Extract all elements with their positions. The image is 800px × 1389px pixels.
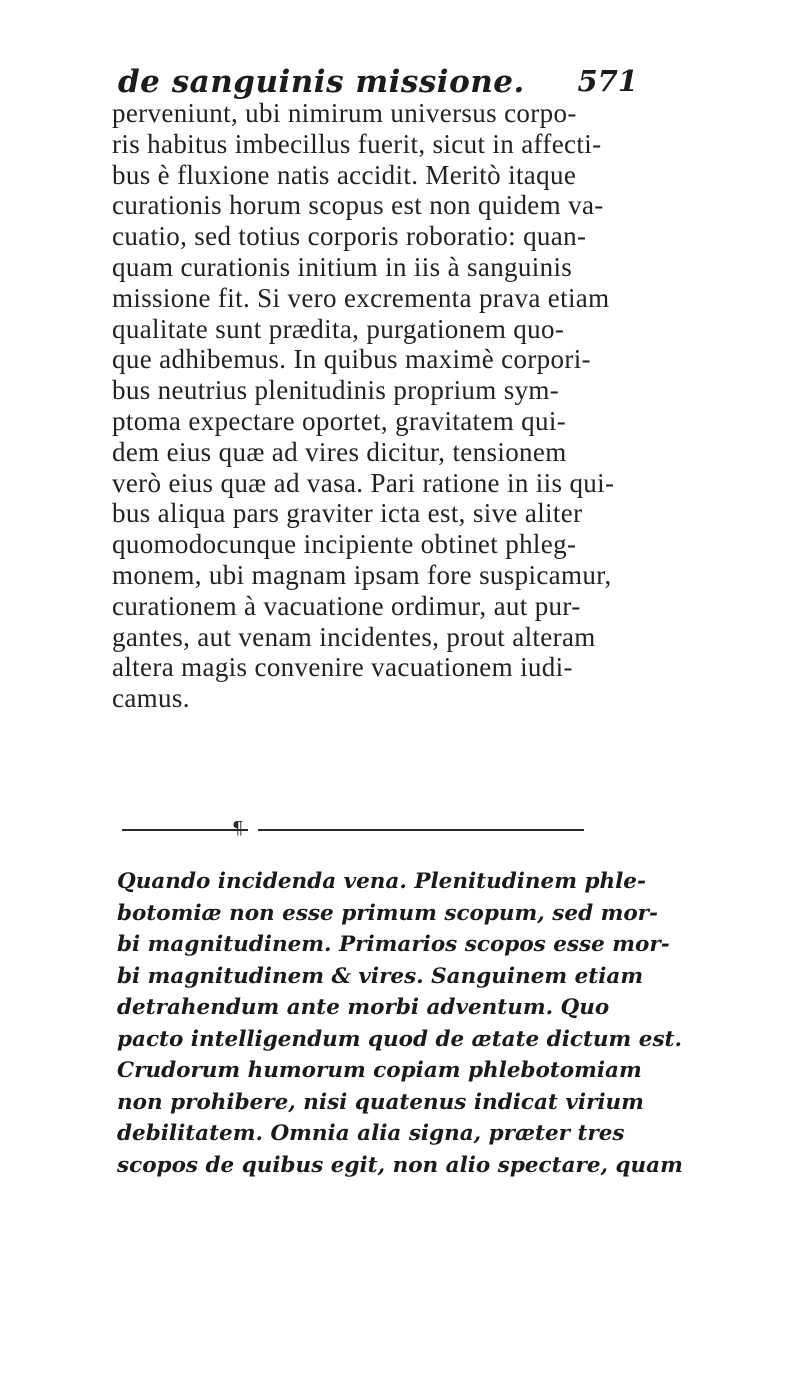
text-line: altera magis convenire vacuationem iudi- [112, 652, 573, 683]
summary-line: pacto intelligendum quod de ætate dictum est. [117, 1026, 682, 1052]
text-line: verò eius quæ ad vasa. Pari ratione in iis qui- [112, 467, 615, 498]
text-line: bus è fluxione natis accidit. Meritò itaque [112, 159, 577, 190]
divider-ornament: ¶ [232, 818, 244, 839]
text-line: cuatio, sed totius corporis roboratio: quan- [112, 221, 587, 252]
text-line: perveniunt, ubi nimirum universus corpo- [112, 98, 577, 128]
main-text [112, 98, 652, 714]
text-line: missione fit. Si vero excrementa prava etiam [112, 282, 610, 313]
text-line: que adhibemus. In quibus maximè corpori- [112, 344, 591, 375]
text-line: ris habitus imbecillus fuerit, sicut in affecti- [112, 128, 602, 159]
running-title: de sanguinis missione. [118, 64, 525, 100]
text-line: camus. [112, 683, 190, 714]
text-line: ptoma expectare oportet, gravitatem qui- [112, 405, 567, 436]
summary-line: bi magnitudinem. Primarios scopos esse mor- [117, 932, 670, 957]
summary-line: detrahendum ante morbi adventum. Quo [117, 995, 610, 1020]
divider-rule-left [122, 829, 248, 831]
divider-rule-right [258, 829, 584, 831]
summary-line: debilitatem. Omnia alia signa, præter tres [117, 1121, 625, 1146]
text-line: curationis horum scopus est non quidem va- [112, 190, 604, 221]
summary-line: bi magnitudinem & vires. Sanguinem etiam [117, 963, 644, 989]
text-line: dem eius quæ ad vires dicitur, tensionem [112, 436, 567, 467]
text-line: quam curationis initium in iis à sanguinis [112, 251, 573, 282]
text-line: curationem à vacuatione ordimur, aut pur- [112, 590, 581, 621]
page-number: 571 [577, 64, 638, 98]
text-line: bus aliqua pars graviter icta est, sive aliter [112, 498, 583, 529]
summary-line: non prohibere, nisi quatenus indicat virium [117, 1089, 644, 1115]
summary-line: botomiæ non esse primum scopum, sed mor- [117, 900, 658, 926]
text-line: gantes, aut venam incidentes, prout alteram [112, 621, 596, 652]
summary-line: Crudorum humorum copiam phlebotomiam [117, 1058, 642, 1083]
text-line: qualitate sunt prædita, purgationem quo- [112, 313, 565, 344]
text-line: bus neutrius plenitudinis proprium sym- [112, 375, 560, 406]
section-summary [117, 866, 683, 1181]
summary-line: scopos de quibus egit, non alio spectare, quam [117, 1152, 683, 1178]
summary-line: Quando incidenda vena. Plenitudinem phle- [117, 869, 646, 894]
text-line: monem, ubi magnam ipsam fore suspicamur, [112, 559, 612, 590]
text-line: quomodocunque incipiente obtinet phleg- [112, 529, 577, 560]
